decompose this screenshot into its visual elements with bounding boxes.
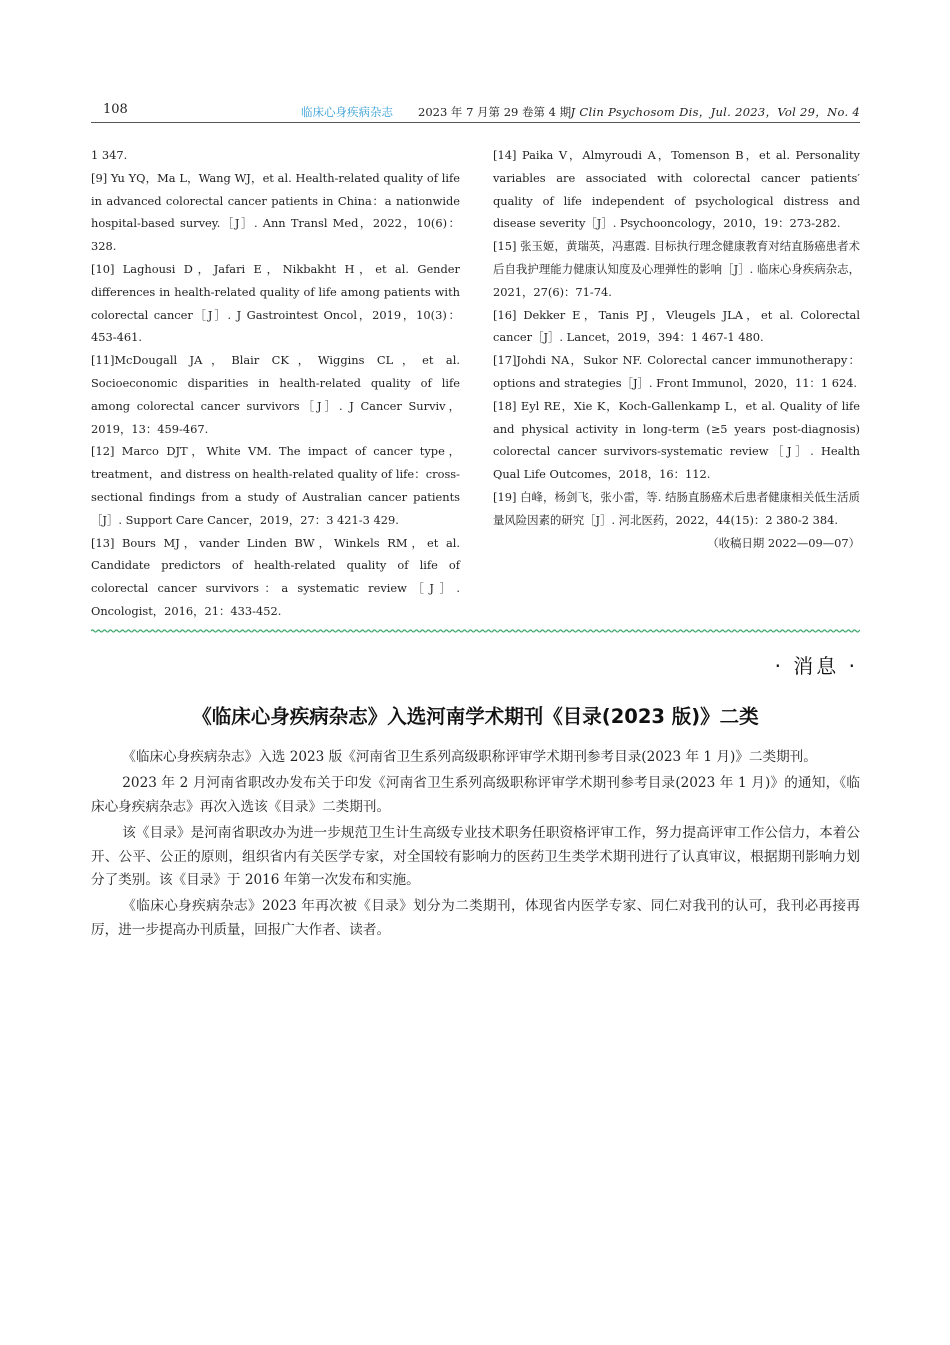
issue-info-cn: 2023 年 7 月第 29 卷第 4 期 <box>418 105 572 119</box>
reference-item: [14] Paika V，Almyroudi A，Tomenson B，et al. Personality variables are associated with colorectal cancer patients′ quality of life independent of psychological distress and disease severity［J］. Psychooncology，2010，19：273-282. <box>493 148 860 231</box>
issue-info-en: J Clin Psychosom Dis，Jul. 2023，Vol 29，No. 4 <box>570 105 860 119</box>
news-section-tag: · 消息 · <box>774 654 858 678</box>
reference-item: [16] Dekker E，Tanis PJ，Vleugels JLA，et al. Colorectal cancer［J］. Lancet，2019，394：1 467-1 480. <box>493 307 860 345</box>
announcement-body <box>91 746 860 945</box>
page-number: 108 <box>103 102 128 117</box>
journal-title-cn: 临床心身疾病杂志 <box>301 105 393 119</box>
reference-item: [12] Marco DJT，White VM. The impact of cancer type，treatment，and distress on health-related quality of life：cross-sectional findings from a study of Australian cancer patients［J］. Support Care Cancer，2019，27：3 421-3 429. <box>91 444 460 527</box>
wavy-divider <box>91 626 860 636</box>
announcement-paragraph: 2023 年 2 月河南省职改办发布关于印发《河南省卫生系列高级职称评审学术期刊参考目录(2023 年 1 月)》的通知，《临床心身疾病杂志》再次入选该《目录》二类期刊。 <box>91 775 860 815</box>
announcement-title: 《临床心身疾病杂志》入选河南学术期刊《目录(2023 版)》二类 <box>192 705 759 728</box>
references-right-column <box>493 144 860 566</box>
reference-item: [10] Laghousi D，Jafari E，Nikbakht H，et al. Gender differences in health-related quality of life among patients with colorectal cancer［J］. J Gastrointest Oncol，2019，10(3)：453-461. <box>91 261 460 345</box>
reference-item: [18] Eyl RE，Xie K，Koch-Gallenkamp L，et al. Quality of life and physical activity in long-term (≥5 years post-diagnosis) colorectal cancer survivors-systematic review［J］. Health Qual Life Outcomes，2018，16：112. <box>493 398 860 482</box>
reference-item: [17]Johdi NA，Sukor NF. Colorectal cancer immunotherapy：options and strategies［J］. Front Immunol，2020，11：1 624. <box>493 353 860 390</box>
reference-item: [15] 张玉姬，黄瑞英，冯惠霞. 目标执行理念健康教育对结直肠癌患者术后自我护理能力健康认知度及心理弹性的影响［J］. 临床心身疾病杂志，2021，27(6)：71-74. <box>493 239 860 299</box>
received-date: （收稿日期 2022—09—07） <box>707 535 860 550</box>
reference-item: 1 347. <box>91 148 128 162</box>
reference-item: [13] Bours MJ，vander Linden BW，Winkels RM，et al. Candidate predictors of health-related quality of life of colorectal cancer survivors：a systematic review［J］. Oncologist，2016，21：433-452. <box>91 535 460 618</box>
announcement-paragraph: 该《目录》是河南省职改办为进一步规范卫生计生高级专业技术职务任职资格评审工作，努力提高评审工作公信力，本着公开、公平、公正的原则，组织省内有关医学专家，对全国较有影响力的医药卫生类学术期刊进行了认真审议，根据期刊影响力划分了类别。该《目录》于 2016 年第一次发布和实施。 <box>91 825 860 889</box>
references-left-column <box>91 144 460 623</box>
reference-item: [11]McDougall JA，Blair CK，Wiggins CL，et al. Socioeconomic disparities in health-related quality of life among colorectal cancer survivors［J］. J Cancer Surviv，2019，13：459-467. <box>91 353 460 436</box>
running-header <box>91 98 860 123</box>
announcement-paragraph: 《临床心身疾病杂志》入选 2023 版《河南省卫生系列高级职称评审学术期刊参考目录(2023 年 1 月)》二类期刊。 <box>122 749 817 765</box>
reference-item: [19] 白峰，杨剑飞，张小雷，等. 结肠直肠癌术后患者健康相关低生活质量风险因素的研究［J］. 河北医药，2022，44(15)：2 380-2 384. <box>493 489 860 527</box>
reference-item: [9] Yu YQ，Ma L，Wang WJ，et al. Health-related quality of life in advanced colorectal cancer patients in China：a nationwide hospital-based survey.［J］. Ann Transl Med，2022，10(6)：328. <box>91 170 460 254</box>
announcement-paragraph: 《临床心身疾病杂志》2023 年再次被《目录》划分为二类期刊，体现省内医学专家、同仁对我刊的认可，我刊必再接再厉，进一步提高办刊质量，回报广大作者、读者。 <box>91 898 860 938</box>
